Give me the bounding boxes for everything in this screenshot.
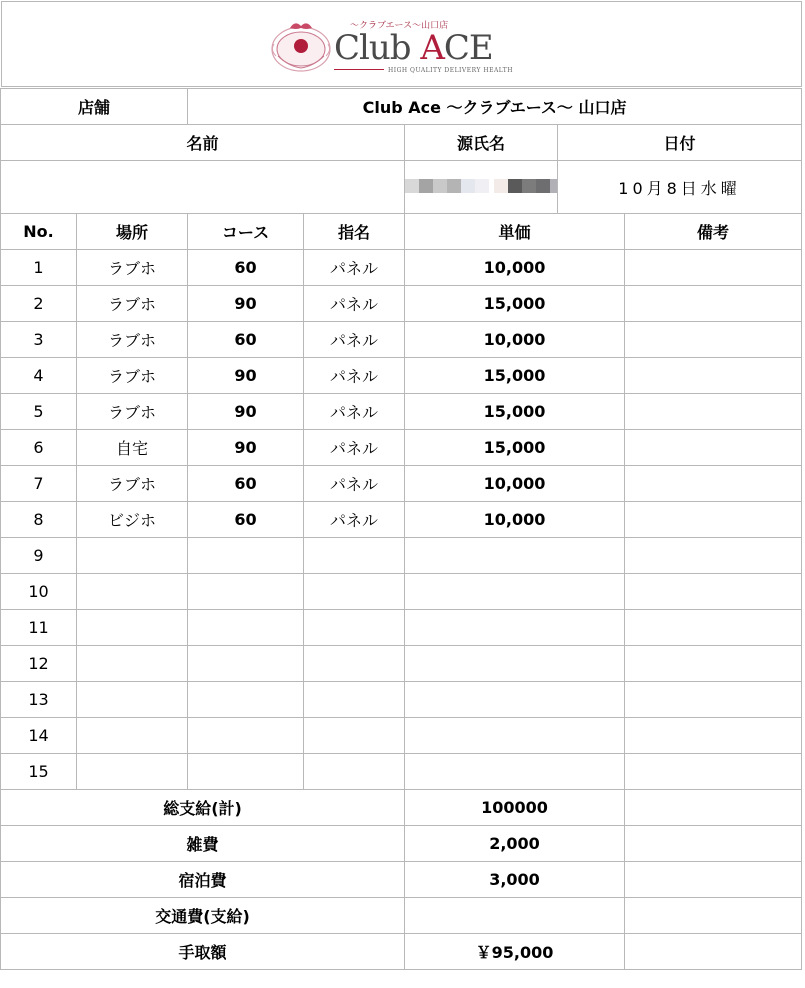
- row-no: 1: [1, 250, 77, 286]
- row-course: 60: [188, 502, 304, 538]
- total-note: [625, 790, 802, 826]
- total-label: 総支給(計): [1, 790, 405, 826]
- lodging-row: [1, 862, 802, 898]
- table-row: [1, 502, 802, 538]
- table-row: [1, 394, 802, 430]
- row-no: 5: [1, 394, 77, 430]
- col-note: 備考: [625, 214, 802, 250]
- row-course: [188, 718, 304, 754]
- row-price: 15,000: [405, 394, 625, 430]
- row-course: [188, 682, 304, 718]
- table-row: [1, 322, 802, 358]
- store-row: [1, 89, 802, 125]
- row-place: [77, 754, 188, 790]
- row-course: [188, 610, 304, 646]
- row-note: [625, 610, 802, 646]
- row-price: [405, 682, 625, 718]
- logo-header: [1, 1, 802, 87]
- club-ace-logo: [270, 16, 514, 78]
- alias-value: [405, 161, 558, 214]
- row-place: [77, 574, 188, 610]
- misc-row: [1, 826, 802, 862]
- row-place: ラブホ: [77, 250, 188, 286]
- row-place: [77, 538, 188, 574]
- row-no: 15: [1, 754, 77, 790]
- row-price: 10,000: [405, 502, 625, 538]
- table-row: [1, 286, 802, 322]
- net-label: 手取額: [1, 934, 405, 970]
- row-no: 13: [1, 682, 77, 718]
- row-nomination: [304, 610, 405, 646]
- row-place: ラブホ: [77, 358, 188, 394]
- row-nomination: [304, 538, 405, 574]
- col-no: No.: [1, 214, 77, 250]
- row-place: ビジホ: [77, 502, 188, 538]
- info-value-row: [1, 161, 802, 214]
- row-course: 60: [188, 250, 304, 286]
- row-nomination: パネル: [304, 358, 405, 394]
- row-nomination: パネル: [304, 502, 405, 538]
- row-price: 15,000: [405, 286, 625, 322]
- row-no: 14: [1, 718, 77, 754]
- table-row: [1, 250, 802, 286]
- logo-tagline: 〜クラブエース〜山口店: [350, 21, 449, 31]
- row-note: [625, 358, 802, 394]
- row-note: [625, 394, 802, 430]
- col-price: 単価: [405, 214, 625, 250]
- row-note: [625, 718, 802, 754]
- row-place: [77, 646, 188, 682]
- row-nomination: パネル: [304, 286, 405, 322]
- store-label: 店舗: [1, 89, 188, 125]
- row-no: 3: [1, 322, 77, 358]
- row-no: 4: [1, 358, 77, 394]
- row-price: 10,000: [405, 466, 625, 502]
- logo-wordmark: Club ACE: [334, 28, 493, 68]
- row-price: [405, 538, 625, 574]
- col-course: コース: [188, 214, 304, 250]
- row-nomination: [304, 574, 405, 610]
- row-place: ラブホ: [77, 322, 188, 358]
- row-note: [625, 466, 802, 502]
- row-price: [405, 718, 625, 754]
- col-place: 場所: [77, 214, 188, 250]
- row-place: ラブホ: [77, 466, 188, 502]
- row-price: [405, 574, 625, 610]
- net-row: [1, 934, 802, 970]
- column-header-row: [1, 214, 802, 250]
- misc-note: [625, 826, 802, 862]
- date-value: 10月8日水曜: [558, 161, 802, 214]
- table-row: [1, 538, 802, 574]
- store-value: Club Ace 〜クラブエース〜 山口店: [188, 89, 802, 125]
- row-note: [625, 322, 802, 358]
- table-row: [1, 718, 802, 754]
- row-no: 2: [1, 286, 77, 322]
- table-row: [1, 358, 802, 394]
- row-no: 12: [1, 646, 77, 682]
- row-no: 8: [1, 502, 77, 538]
- row-nomination: [304, 754, 405, 790]
- lodging-value: 3,000: [405, 862, 625, 898]
- row-note: [625, 754, 802, 790]
- row-place: [77, 610, 188, 646]
- net-value: ￥95,000: [405, 934, 625, 970]
- row-nomination: [304, 646, 405, 682]
- row-nomination: パネル: [304, 466, 405, 502]
- transport-row: [1, 898, 802, 934]
- table-row: [1, 682, 802, 718]
- row-no: 7: [1, 466, 77, 502]
- misc-label: 雑費: [1, 826, 405, 862]
- table-row: [1, 754, 802, 790]
- row-nomination: [304, 718, 405, 754]
- table-row: [1, 574, 802, 610]
- name-label: 名前: [1, 125, 405, 161]
- row-course: 90: [188, 286, 304, 322]
- transport-label: 交通費(支給): [1, 898, 405, 934]
- row-price: 15,000: [405, 358, 625, 394]
- row-note: [625, 286, 802, 322]
- table-row: [1, 430, 802, 466]
- info-header-row: [1, 125, 802, 161]
- row-course: [188, 646, 304, 682]
- total-value: 100000: [405, 790, 625, 826]
- logo-divider: [334, 69, 384, 70]
- row-nomination: パネル: [304, 322, 405, 358]
- row-price: 10,000: [405, 250, 625, 286]
- table-row: [1, 646, 802, 682]
- row-price: 10,000: [405, 322, 625, 358]
- row-note: [625, 646, 802, 682]
- row-price: [405, 646, 625, 682]
- row-no: 11: [1, 610, 77, 646]
- name-value: [1, 161, 405, 214]
- row-place: [77, 718, 188, 754]
- row-course: 90: [188, 430, 304, 466]
- row-note: [625, 502, 802, 538]
- row-place: ラブホ: [77, 286, 188, 322]
- transport-value: [405, 898, 625, 934]
- date-label: 日付: [558, 125, 802, 161]
- row-note: [625, 574, 802, 610]
- row-price: [405, 610, 625, 646]
- row-place: 自宅: [77, 430, 188, 466]
- row-nomination: [304, 682, 405, 718]
- row-nomination: パネル: [304, 250, 405, 286]
- row-no: 6: [1, 430, 77, 466]
- row-note: [625, 430, 802, 466]
- row-place: [77, 682, 188, 718]
- lodging-label: 宿泊費: [1, 862, 405, 898]
- row-course: 90: [188, 394, 304, 430]
- row-nomination: パネル: [304, 394, 405, 430]
- row-place: ラブホ: [77, 394, 188, 430]
- pixelated-name-redaction: [405, 178, 558, 197]
- payslip-table: [0, 88, 802, 970]
- row-course: [188, 574, 304, 610]
- row-course: 60: [188, 322, 304, 358]
- row-price: [405, 754, 625, 790]
- row-course: [188, 754, 304, 790]
- row-course: [188, 538, 304, 574]
- logo-subtitle: HIGH QUALITY DELIVERY HEALTH: [388, 67, 514, 74]
- row-course: 90: [188, 358, 304, 394]
- total-row: [1, 790, 802, 826]
- col-nomination: 指名: [304, 214, 405, 250]
- table-row: [1, 610, 802, 646]
- row-price: 15,000: [405, 430, 625, 466]
- alias-label: 源氏名: [405, 125, 558, 161]
- row-no: 10: [1, 574, 77, 610]
- lodging-note: [625, 862, 802, 898]
- job-rows: [1, 250, 802, 790]
- net-note: [625, 934, 802, 970]
- crest-emblem-icon: [270, 16, 332, 78]
- row-course: 60: [188, 466, 304, 502]
- row-nomination: パネル: [304, 430, 405, 466]
- table-row: [1, 466, 802, 502]
- row-note: [625, 250, 802, 286]
- row-note: [625, 682, 802, 718]
- row-no: 9: [1, 538, 77, 574]
- row-note: [625, 538, 802, 574]
- transport-note: [625, 898, 802, 934]
- misc-value: 2,000: [405, 826, 625, 862]
